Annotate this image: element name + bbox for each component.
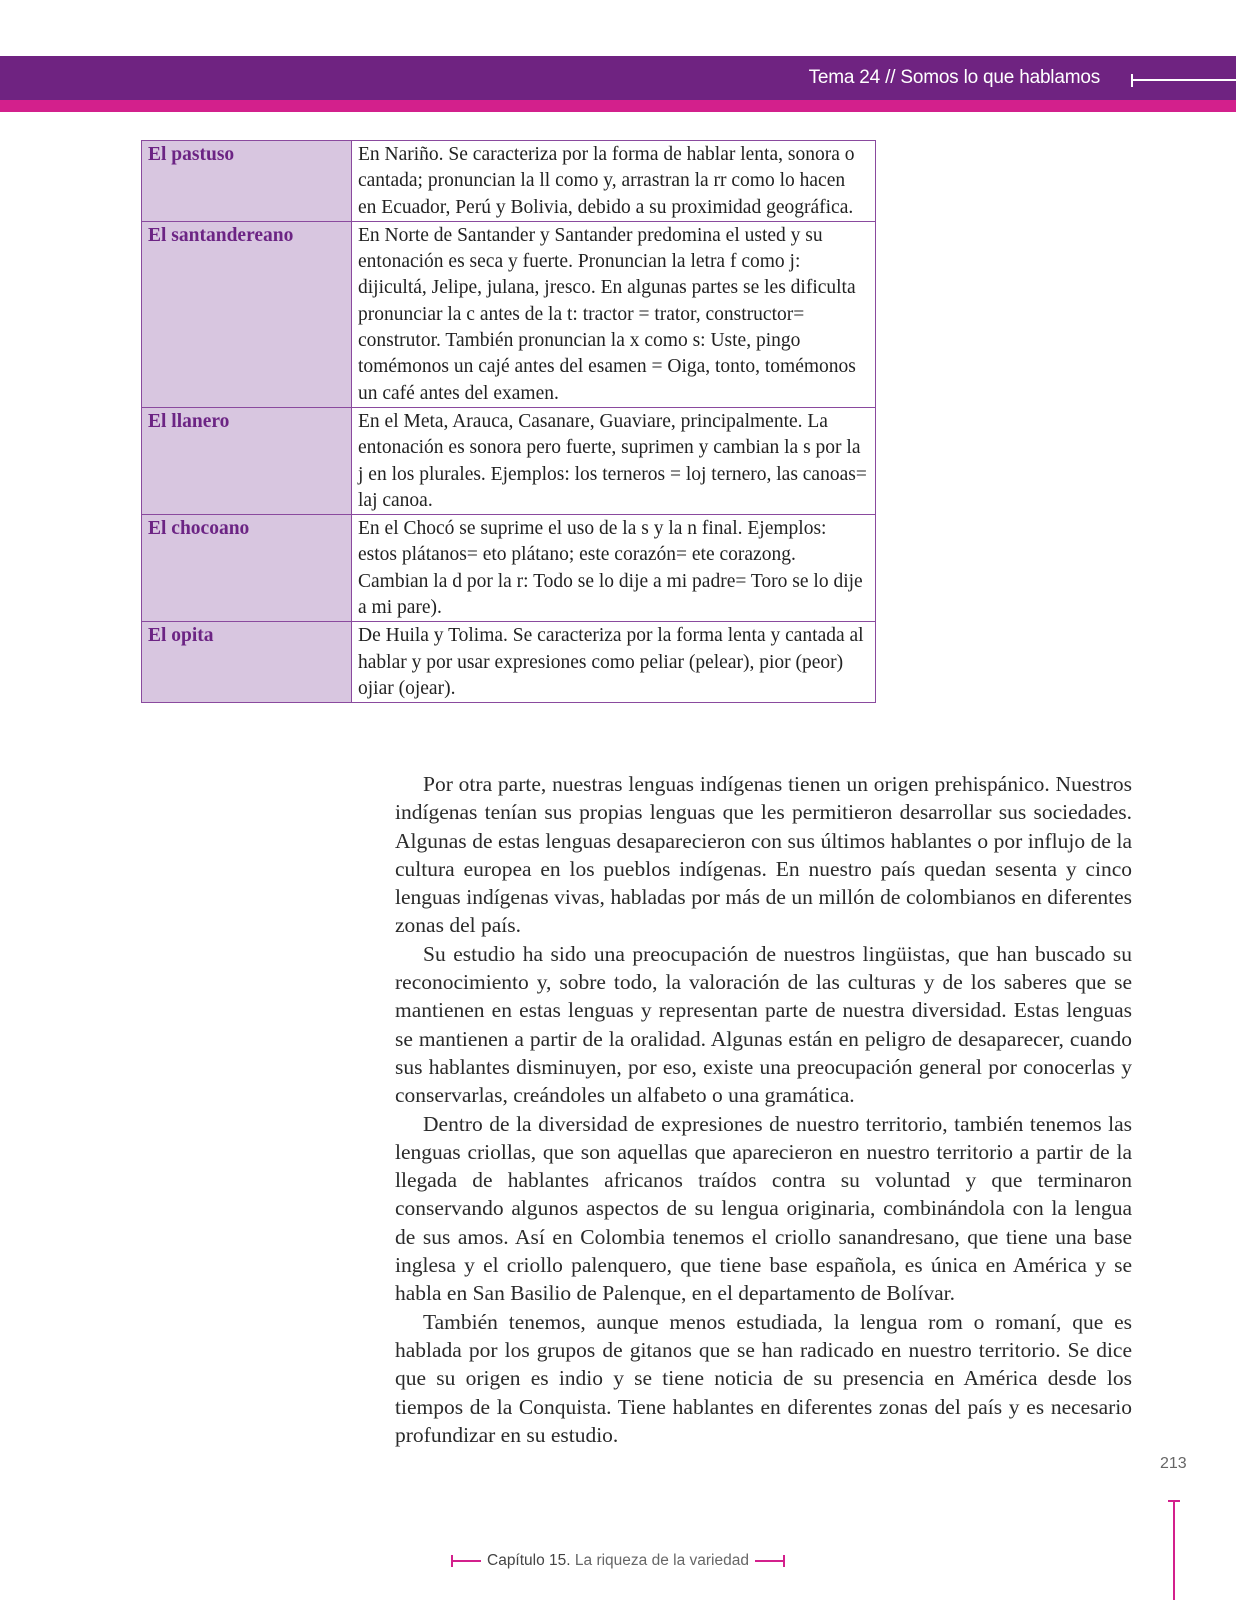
page-number: 213	[1160, 1455, 1187, 1472]
dialect-name: El llanero	[142, 407, 352, 514]
dialect-description	[352, 141, 876, 222]
footer-subject: La riqueza de la variedad	[574, 1552, 749, 1569]
table-row	[142, 407, 876, 514]
table-row	[142, 141, 876, 222]
page-footer	[0, 1552, 1236, 1570]
dialect-description-text: En el Chocó se suprime el uso de la s y la n final. Ejemplos: estos plátanos= eto plátano; este corazón= ete corazong. Cambian la d por la r: Todo se lo dije a mi padre= Toro se lo dije a mi pare).	[358, 518, 863, 619]
dialect-name: El santandereano	[142, 221, 352, 407]
footer-rule-right	[755, 1560, 785, 1562]
footer-rule-left	[451, 1560, 481, 1562]
table-row	[142, 221, 876, 407]
dialect-table	[141, 140, 876, 703]
dialect-name: El opita	[142, 622, 352, 703]
dialect-description	[352, 407, 876, 514]
body-text	[395, 770, 1132, 1449]
table-row	[142, 515, 876, 622]
page-header-title: Tema 24 // Somos lo que hablamos	[808, 67, 1100, 88]
header-rule	[1133, 79, 1236, 81]
dialect-description-text: En el Meta, Arauca, Casanare, Guaviare, principalmente. La entonación es sonora pero fuerte, suprimen y cambian la s por la j en los plurales. Ejemplos: los terneros = loj ternero, las canoas= laj canoa.	[358, 410, 867, 511]
body-paragraph: Por otra parte, nuestras lenguas indígenas tienen un origen prehispánico. Nuestros indígenas tenían sus propias lenguas que les permitieron desarrollar sus sociedades. Algunas de estas lenguas desaparecieron con sus últimos hablantes o por influjo de la cultura europea en los pueblos indígenas. En nuestro país quedan sesenta y cinco lenguas indígenas vivas, habladas por más de un millón de colombianos en diferentes zonas del país.	[395, 772, 1132, 938]
table-row	[142, 622, 876, 703]
body-paragraph: Su estudio ha sido una preocupación de nuestros lingüistas, que han buscado su reconocimiento y, sobre todo, la valoración de las culturas y de los saberes que se mantienen en estas lenguas y representan parte de nuestra diversidad. Estas lenguas se mantienen a partir de la oralidad. Algunas están en peligro de desaparecer, cuando sus hablantes disminuyen, por eso, existe una preocupación general por conocerlas y conservarlas, creándoles un alfabeto o una gramática.	[395, 941, 1132, 1108]
footer-chapter: Capítulo 15.	[487, 1552, 571, 1569]
dialect-description-text: De Huila y Tolima. Se caracteriza por la forma lenta y cantada al hablar y por usar expresiones como peliar (pelear), pior (peor) ojiar (ojear).	[358, 625, 864, 699]
dialect-description	[352, 622, 876, 703]
dialect-description	[352, 515, 876, 622]
dialect-name: El chocoano	[142, 515, 352, 622]
body-paragraph: También tenemos, aunque menos estudiada, la lengua rom o romaní, que es hablada por los grupos de gitanos que se han radicado en nuestro territorio. Se dice que su origen es indio y se tiene noticia de su presencia en América desde los tiempos de la Conquista. Tiene hablantes en diferentes zonas del país y es necesario profundizar en su estudio.	[395, 1309, 1132, 1447]
dialect-description-text: En Nariño. Se caracteriza por la forma de hablar lenta, sonora o cantada; pronuncian la ll como y, arrastran la rr como lo hacen en Ecuador, Perú y Bolivia, debido a su proximidad geográfica.	[358, 144, 855, 218]
margin-rule	[1173, 1500, 1175, 1600]
dialect-name: El pastuso	[142, 141, 352, 222]
body-paragraph: Dentro de la diversidad de expresiones de nuestro territorio, también tenemos las lenguas criollas, que son aquellas que aparecieron en nuestro territorio a partir de la llegada de hablantes africanos traídos contra su voluntad y que terminaron conservando algunos aspectos de su lengua originaria, combinándola con la lengua de sus amos. Así en Colombia tenemos el criollo sanandresano, que tiene una base inglesa y el criollo palenquero, que tiene base española, es única en América y se habla en San Basilio de Palenque, en el departamento de Bolívar.	[395, 1111, 1132, 1306]
dialect-description	[352, 221, 876, 407]
header-stripe	[0, 100, 1236, 112]
dialect-description-text: En Norte de Santander y Santander predomina el usted y su entonación es seca y fuerte. Pronuncian la letra f como j: dijicultá, Jelipe, julana, jresco. En algunas partes se les dificulta pronunciar la c antes de la t: tractor = trator, constructor= construtor. También pronuncian la x como s: Uste, pingo tomémonos un cajé antes del esamen = Oiga, tonto, tomémonos un café antes del examen.	[358, 224, 856, 404]
